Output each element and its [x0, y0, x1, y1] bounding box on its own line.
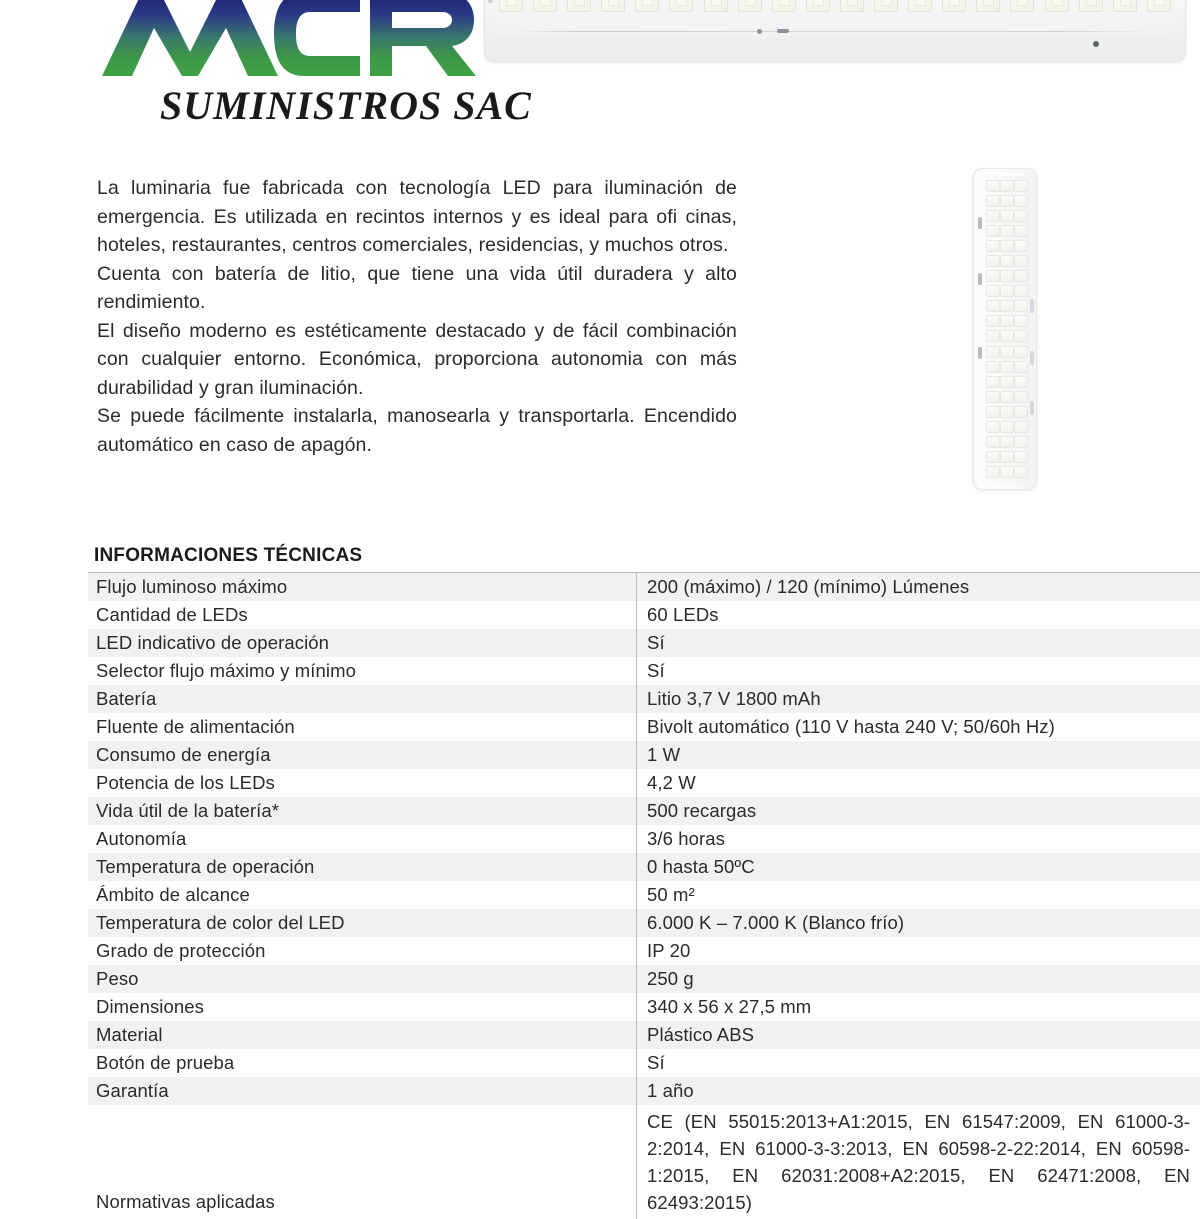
led-row	[499, 0, 1171, 11]
spec-value: Sí	[637, 657, 1200, 685]
lamp-side-tab	[978, 273, 982, 285]
spec-row	[88, 825, 1200, 853]
spec-key: Garantía	[88, 1077, 637, 1105]
spec-key: Peso	[88, 965, 637, 993]
spec-row	[88, 797, 1200, 825]
description-paragraph-3: El diseño moderno es estéticamente destacado y de fácil combinación con cualquier entorno. Económica, proporciona autonomia con más durabilidad y gran iluminación.	[97, 317, 737, 403]
lamp-seam-line	[515, 31, 1155, 32]
spec-value: 4,2 W	[637, 769, 1200, 797]
spec-row	[88, 713, 1200, 741]
tech-section-title: INFORMACIONES TÉCNICAS	[94, 545, 362, 567]
lamp-side-tab	[978, 347, 982, 359]
page-header	[0, 0, 1200, 150]
spec-row	[88, 685, 1200, 713]
company-logo	[88, 0, 488, 139]
spec-row	[88, 629, 1200, 657]
spec-row	[88, 1105, 1200, 1219]
spec-value: 1 W	[637, 741, 1200, 769]
lamp-side-tab	[1030, 351, 1034, 365]
spec-key: Autonomía	[88, 825, 637, 853]
spec-key: Material	[88, 1021, 637, 1049]
spec-value: 60 LEDs	[637, 601, 1200, 629]
lamp-indicator-dot	[757, 29, 762, 34]
spec-row	[88, 1021, 1200, 1049]
description-paragraph-1: La luminaria fue fabricada con tecnología LED para iluminación de emergencia. Es utilizada en recintos internos y es ideal para ofi cinas, hoteles, restaurantes, centros comerciales, residencias, y muchos otros.	[97, 174, 737, 260]
spec-row	[88, 993, 1200, 1021]
description-paragraph-2: Cuenta con batería de litio, que tiene una vida útil duradera y alto rendimiento.	[97, 260, 737, 317]
lamp-side-tab	[978, 217, 982, 229]
spec-key: Potencia de los LEDs	[88, 769, 637, 797]
product-image-vertical-lamp	[973, 168, 1037, 490]
spec-value: 50 m²	[637, 881, 1200, 909]
spec-value: 3/6 horas	[637, 825, 1200, 853]
spec-key: Cantidad de LEDs	[88, 601, 637, 629]
spec-row	[88, 965, 1200, 993]
product-description	[97, 174, 737, 459]
spec-row	[88, 909, 1200, 937]
spec-key: Temperatura de operación	[88, 853, 637, 881]
spec-value: 250 g	[637, 965, 1200, 993]
spec-key: Ámbito de alcance	[88, 881, 637, 909]
spec-value: Sí	[637, 629, 1200, 657]
spec-row	[88, 881, 1200, 909]
technical-specifications-table	[88, 572, 1200, 1219]
spec-row	[88, 573, 1200, 602]
spec-row	[88, 769, 1200, 797]
lamp-switch	[777, 29, 789, 33]
spec-key: Flujo luminoso máximo	[88, 573, 637, 602]
spec-value: 0 hasta 50ºC	[637, 853, 1200, 881]
spec-row	[88, 1077, 1200, 1105]
spec-row	[88, 601, 1200, 629]
spec-value: 500 recargas	[637, 797, 1200, 825]
lamp-side-tab	[488, 0, 493, 3]
spec-value: Plástico ABS	[637, 1021, 1200, 1049]
logo-mark-mcr	[98, 0, 478, 80]
logo-subtitle: SUMINISTROS SAC	[160, 82, 532, 129]
spec-key: Dimensiones	[88, 993, 637, 1021]
spec-value: 1 año	[637, 1077, 1200, 1105]
lamp-side-tab	[1030, 299, 1034, 313]
spec-value: CE (EN 55015:2013+A1:2015, EN 61547:2009, EN 61000-3-2:2014, EN 61000-3-3:2013, EN 60598-2-22:2014, EN 60598-1:2015, EN 62031:2008+A2:2015, EN 62471:2008, EN 62493:2015)	[637, 1105, 1200, 1219]
spec-key: Fluente de alimentación	[88, 713, 637, 741]
spec-row	[88, 937, 1200, 965]
spec-key: Botón de prueba	[88, 1049, 637, 1077]
product-image-horizontal-lamp	[484, 0, 1186, 62]
lamp-side-tab	[1030, 401, 1034, 415]
spec-key: Temperatura de color del LED	[88, 909, 637, 937]
spec-value: Litio 3,7 V 1800 mAh	[637, 685, 1200, 713]
description-paragraph-4: Se puede fácilmente instalarla, manosearla y transportarla. Encendido automático en caso de apagón.	[97, 402, 737, 459]
spec-key: Vida útil de la batería*	[88, 797, 637, 825]
spec-value: 200 (máximo) / 120 (mínimo) Lúmenes	[637, 573, 1200, 602]
spec-key: Batería	[88, 685, 637, 713]
spec-value: Bivolt automático (110 V hasta 240 V; 50/60h Hz)	[637, 713, 1200, 741]
spec-value: 340 x 56 x 27,5 mm	[637, 993, 1200, 1021]
spec-value: 6.000 K – 7.000 K (Blanco frío)	[637, 909, 1200, 937]
lamp-test-button	[1093, 41, 1099, 47]
spec-row	[88, 741, 1200, 769]
spec-key: Grado de protección	[88, 937, 637, 965]
spec-row	[88, 1049, 1200, 1077]
spec-value: Sí	[637, 1049, 1200, 1077]
spec-row	[88, 853, 1200, 881]
spec-key: Normativas aplicadas	[88, 1105, 637, 1219]
spec-key: Selector flujo máximo y mínimo	[88, 657, 637, 685]
spec-row	[88, 657, 1200, 685]
spec-key: Consumo de energía	[88, 741, 637, 769]
lamp-diffuser-vertical	[983, 176, 1031, 482]
spec-value: IP 20	[637, 937, 1200, 965]
spec-key: LED indicativo de operación	[88, 629, 637, 657]
